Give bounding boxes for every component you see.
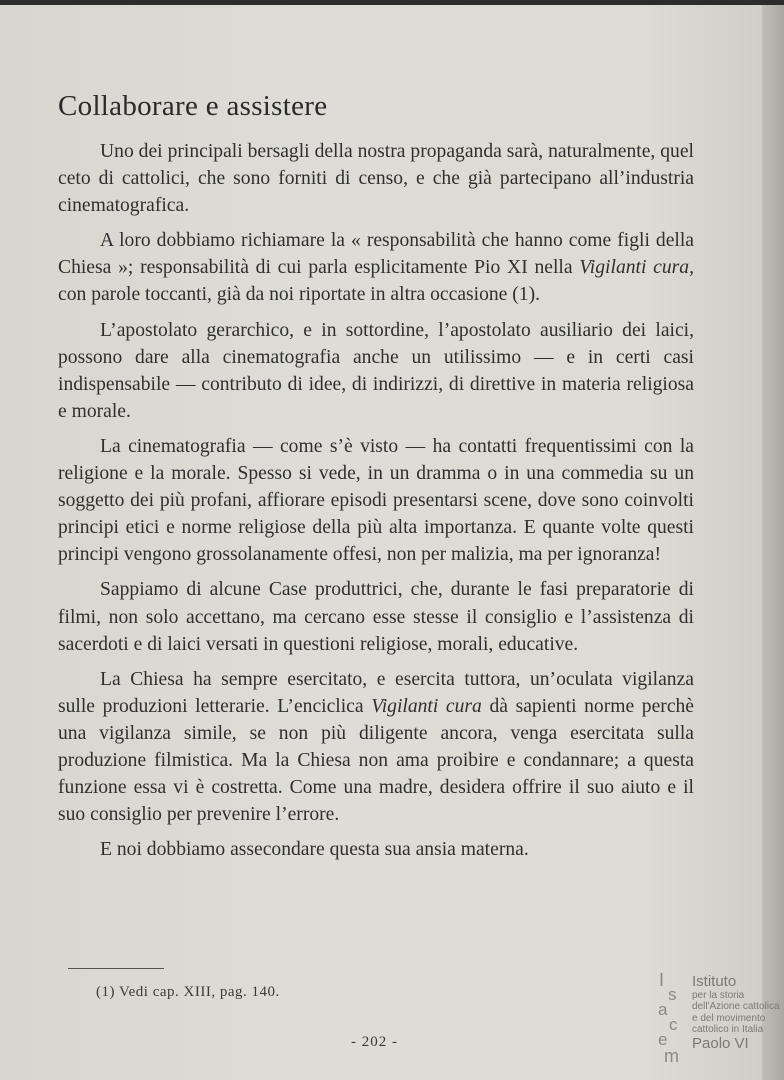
svg-text:m: m <box>664 1046 679 1064</box>
svg-text:e: e <box>658 1030 668 1049</box>
watermark-line: Istituto <box>692 973 737 990</box>
body-paragraph: A loro dobbiamo richiamare la « responsabilità che hanno come figli della Chiesa »; responsabilità di cui parla esplicitamente Pio XI nella Vigilanti cura, con parole toccanti, già da noi riportate in altra occasione (1). <box>58 230 694 306</box>
watermark-text <box>692 974 780 1052</box>
body-text <box>58 138 694 871</box>
italic-title: Vigilanti cura, <box>579 257 694 279</box>
body-paragraph: Uno dei principali bersagli della nostra propaganda sarà, naturalmente, quel ceto di cattolici, che sono forniti di censo, e che già partecipano all’industria cinematografica. <box>58 141 694 217</box>
watermark-line: cattolico in Italia <box>692 1024 764 1036</box>
watermark-line: Paolo VI <box>692 1034 749 1052</box>
page-edge <box>762 0 784 1080</box>
watermark-line: per la storia <box>692 990 745 1001</box>
svg-text:c: c <box>669 1015 678 1034</box>
watermark-line: e del movimento <box>692 1012 766 1024</box>
svg-text:I: I <box>659 972 665 990</box>
body-paragraph: La Chiesa ha sempre esercitato, e esercita tuttora, un’oculata vigilanza sulle produzioni letterarie. L’enciclica Vigilanti cura dà sapienti norme perchè una vigilanza simile, se non più diligente ancora, venga esercitata sulla produzione filmistica. Ma la Chiesa non ama proibire e condannare; a questa funzione essa vi è costretta. Come una madre, desidera offrire il suo aiuto e il suo consiglio per prevenire l’errore. <box>58 668 695 826</box>
page-number: - 202 - <box>351 1034 398 1050</box>
isacem-logo-icon <box>656 972 690 1064</box>
body-paragraph: L’apostolato gerarchico, e in sottordine, l’apostolato ausiliario dei laici, possono dare alla cinematografia anche un utilissimo — e in certi casi indispensabile — contributo di idee, di indirizzi, di direttive in materia religiosa e morale. <box>58 319 694 422</box>
top-border <box>0 0 784 5</box>
footnote: (1) Vedi cap. XIII, pag. 140. <box>96 984 280 1000</box>
body-paragraph: Sappiamo di alcune Case produttrici, che, durante le fasi preparatorie di filmi, non solo accettano, ma cercano esse stesse il consiglio e l’assistenza di sacerdoti e di laici versati in questioni religiose, morali, educative. <box>58 579 694 655</box>
italic-title: Vigilanti cura <box>371 695 482 717</box>
isacem-watermark <box>656 972 780 1064</box>
body-paragraph: La cinematografia — come s’è visto — ha contatti frequentissimi con la religione e la morale. Spesso si vede, in un dramma o in una commedia su un soggetto dei più profani, affiorare episodi presentarsi scene, dove sono coinvolti principi etici e norme religiose della più alta importanza. E quante volte questi principi vengono grossolanamente offesi, non per malizia, ma per ignoranza! <box>58 435 694 566</box>
svg-text:a: a <box>658 1000 668 1019</box>
footnote-divider <box>68 968 164 969</box>
body-paragraph: E noi dobbiamo assecondare questa sua ansia materna. <box>100 839 529 861</box>
watermark-line: dell'Azione cattolica <box>692 1001 780 1013</box>
svg-text:s: s <box>668 985 677 1004</box>
page-heading: Collaborare e assistere <box>58 90 328 122</box>
